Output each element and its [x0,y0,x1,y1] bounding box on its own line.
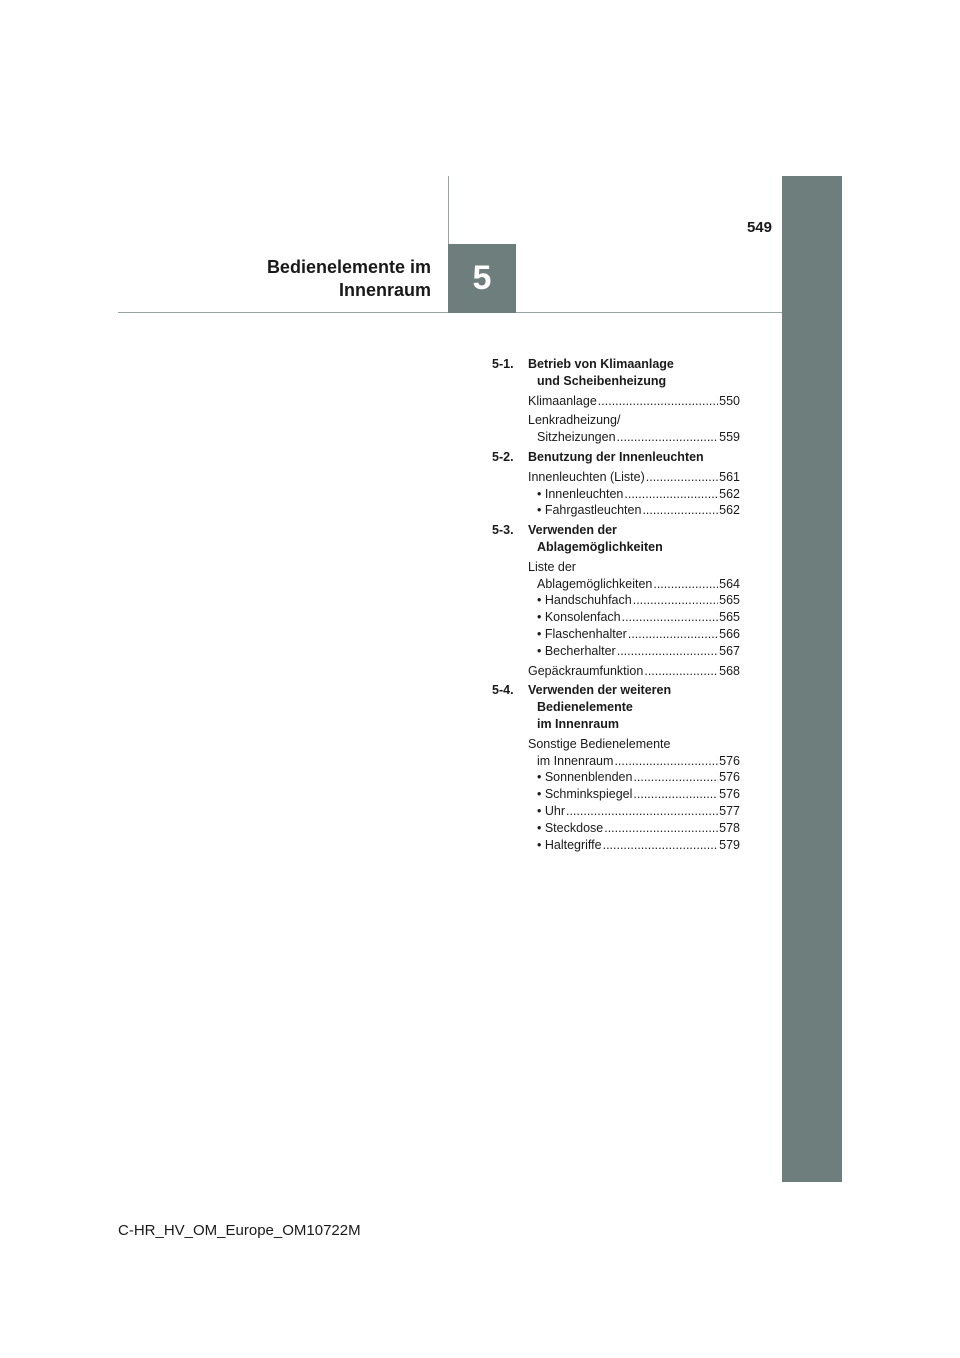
toc-page-number: 579 [719,837,740,852]
toc-leader-dots [642,502,718,519]
toc-page-number: 577 [719,803,740,818]
toc-section-title-line: und Scheibenheizung [537,373,667,388]
toc-entry-text: • Sonnenblenden [537,770,633,785]
toc-page-number: 562 [719,503,740,518]
toc-page-number: 576 [719,787,740,802]
toc-entry-text: Sitzheizungen [537,430,616,445]
toc-entry-line [528,626,740,643]
toc-section-title-line: Bedienelemente [537,700,633,715]
toc-entry-line [528,559,740,576]
toc-entry-line [528,753,740,770]
page-number: 549 [746,219,772,236]
toc-entry-line [528,663,740,680]
toc-section-title-line: Verwenden der [528,523,617,538]
chapter-title [267,256,431,302]
toc-entry-text: Sonstige Bedienelemente [528,736,671,751]
toc-section [492,682,740,853]
toc-leader-dots [617,643,718,660]
toc-page-number: 568 [719,663,740,678]
toc-section [492,356,740,446]
toc-entry-line [528,469,740,486]
toc-section-title-line: Verwenden der weiteren [528,683,672,698]
toc-entry-text: • Haltegriffe [537,837,602,852]
chapter-title-line: Bedienelemente im [266,257,431,277]
chapter-side-tab [782,176,842,1182]
toc-section-number: 5-2. [492,449,514,464]
toc-section-heading [492,356,740,390]
toc-leader-dots [603,837,719,854]
chapter-number: 5 [472,259,492,297]
toc-entry-line [528,643,740,660]
toc-leader-dots [622,609,719,626]
toc-page-number: 562 [719,486,740,501]
document-id: C-HR_HV_OM_Europe_OM10722M [118,1222,361,1239]
toc-section-title-line: im Innenraum [537,716,619,731]
toc-entry-text: • Flaschenhalter [537,626,627,641]
toc-entry-text: Ablagemöglichkeiten [537,576,653,591]
toc-entry [492,559,740,660]
toc-section [492,449,740,519]
toc-section-heading [492,682,740,732]
toc-section-title-line: Ablagemöglichkeiten [537,539,663,554]
toc-entry-line [528,576,740,593]
toc-entry [492,663,740,680]
toc-section-title [528,356,674,390]
toc-entry-line [528,429,740,446]
toc-page-number: 567 [719,643,740,658]
toc-entry-line [528,412,740,429]
toc-entry-line [528,736,740,753]
toc-entry-text: • Konsolenfach [537,610,621,625]
toc-entry-text: Klimaanlage [528,393,597,408]
toc-section [492,522,740,679]
toc-leader-dots [633,592,718,609]
toc-page-number: 565 [719,593,740,608]
toc-leader-dots [653,576,718,593]
toc-leader-dots [633,786,718,803]
toc-section-title-line: Betrieb von Klimaanlage [528,357,674,371]
toc-section-number: 5-4. [492,683,514,698]
toc-entry-text: Lenkradheizung/ [528,413,621,428]
toc-entry-text: • Handschuhfach [537,593,632,608]
toc-entry-text: • Uhr [537,803,565,818]
toc-section-number: 5-3. [492,523,514,538]
toc-entry-line [528,502,740,519]
toc-entry-line [528,803,740,820]
toc-leader-dots [628,626,718,643]
toc-section-title [528,522,663,556]
toc-entry-line [528,486,740,503]
toc-page-number: 565 [719,610,740,625]
toc-leader-dots [633,769,718,786]
toc-page-number: 550 [719,393,740,408]
toc-page-number: 564 [719,576,740,591]
toc-entry-line [528,592,740,609]
toc-entry-text: Liste der [528,559,576,574]
toc-entry-text: Gepäckraumfunktion [528,663,644,678]
toc-entry-text: • Schminkspiegel [537,787,633,802]
toc-leader-dots [646,469,718,486]
toc-leader-dots [598,393,718,410]
toc-leader-dots [566,803,718,820]
chapter-number-box [448,244,516,313]
toc-entry-text: • Fahrgastleuchten [537,503,642,518]
toc-entry-line [528,837,740,854]
toc-entry [492,736,740,854]
toc-entry-text: • Becherhalter [537,643,616,658]
toc-section-heading [492,522,740,556]
toc-entry-text: • Steckdose [537,820,604,835]
toc-section-title [528,449,704,466]
toc-leader-dots [604,820,718,837]
toc-entry-line [528,769,740,786]
toc-page-number: 578 [719,820,740,835]
toc-page-number: 559 [719,430,740,445]
toc-leader-dots [624,486,718,503]
toc-entry-line [528,609,740,626]
toc-section-title-line: Benutzung der Innenleuchten [528,449,704,464]
toc-leader-dots [644,663,718,680]
toc-entry [492,412,740,446]
toc-entry [492,393,740,410]
toc-page-number: 561 [719,469,740,484]
toc-entry-text: • Innenleuchten [537,486,624,501]
table-of-contents [492,356,740,856]
toc-page-number: 576 [719,770,740,785]
chapter-title-line: Innenraum [338,280,431,300]
toc-entry-text: Innenleuchten (Liste) [528,469,645,484]
header-vertical-rule [448,176,449,244]
toc-section-heading [492,449,740,466]
toc-leader-dots [614,753,718,770]
toc-section-title [528,682,671,732]
toc-page-number: 566 [719,626,740,641]
toc-leader-dots [617,429,719,446]
toc-entry-line [528,393,740,410]
toc-entry-text: im Innenraum [537,753,614,768]
toc-section-number: 5-1. [492,357,514,371]
toc-page-number: 576 [719,753,740,768]
toc-entry [492,469,740,519]
toc-entry-line [528,786,740,803]
toc-entry-line [528,820,740,837]
